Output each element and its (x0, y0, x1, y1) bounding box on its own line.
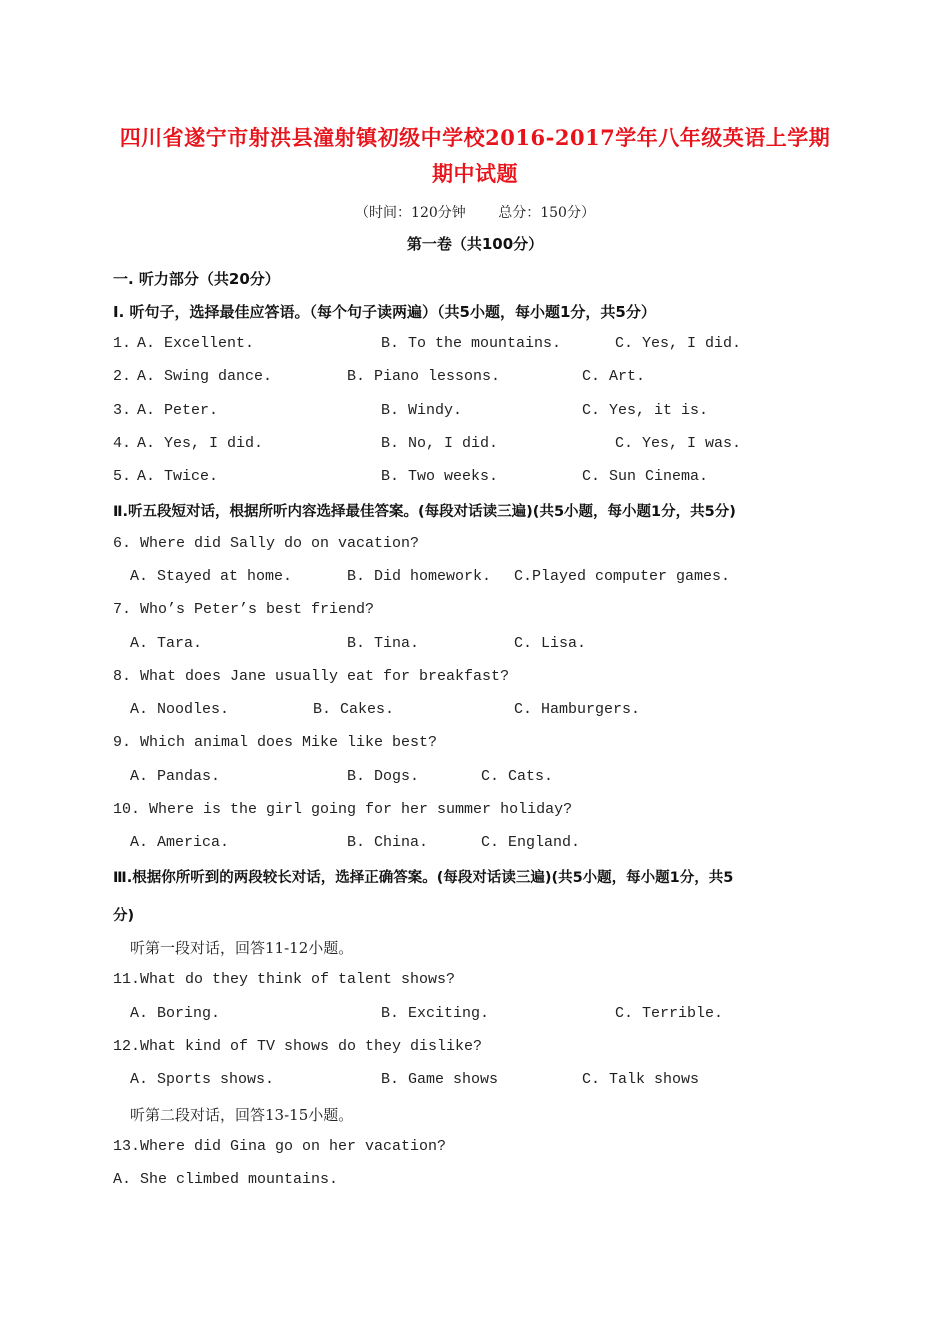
question-10: 10. Where is the girl going for her summer holiday? (113, 801, 573, 818)
option-b: B. Piano lessons. (347, 368, 501, 385)
question-11: 11.What do they think of talent shows? (113, 971, 456, 988)
dialog1-note: 听第一段对话，回答11-12小题。 (130, 939, 354, 957)
question-12: 12.What kind of TV shows do they dislike? (113, 1038, 483, 1055)
part1-heading: 一. 听力部分（共20分） (113, 270, 280, 288)
volume-heading: 第一卷（共100分） (406, 235, 544, 253)
dialog2-note: 听第二段对话，回答13-15小题。 (130, 1106, 354, 1124)
option-c: C. Talk shows (582, 1071, 700, 1088)
option-c: C. Cats. (481, 768, 554, 785)
question-13: 13.Where did Gina go on her vacation? (113, 1138, 447, 1155)
option-c: C. Art. (582, 368, 646, 385)
option-b: B. Dogs. (347, 768, 420, 785)
option-b: B. No, I did. (381, 435, 499, 452)
option-b: B. Tina. (347, 635, 420, 652)
option-c: C. Hamburgers. (514, 701, 641, 718)
option-b: B. Windy. (381, 402, 463, 419)
exam-time: （时间：120分钟 (355, 205, 466, 221)
option-a: A. America. (130, 834, 230, 851)
option-c: C. Sun Cinema. (582, 468, 709, 485)
question-number: 5. (113, 468, 132, 485)
option-c: C. Lisa. (514, 635, 587, 652)
option-b: B. Two weeks. (381, 468, 499, 485)
exam-title-line2: 期中试题 (432, 161, 518, 186)
section2-heading: Ⅱ.听五段短对话，根据所听内容选择最佳答案。(每段对话读三遍)(共5小题，每小题1分，共5分) (113, 504, 736, 520)
option-a: A. Twice. (137, 468, 219, 485)
option-b: B. Cakes. (313, 701, 395, 718)
option-a: A. Excellent. (137, 335, 255, 352)
exam-title-line1: 四川省遂宁市射洪县潼射镇初级中学校2016-2017学年八年级英语上学期 (119, 125, 831, 150)
option-a: A. Swing dance. (137, 368, 273, 385)
option-a: A. Pandas. (130, 768, 221, 785)
section1-heading: Ⅰ. 听句子，选择最佳应答语。（每个句子读两遍）（共5小题，每小题1分，共5分） (113, 303, 656, 321)
question-6: 6. Where did Sally do on vacation? (113, 535, 420, 552)
option-b: B. Did homework. (347, 568, 492, 585)
option-a: A. Noodles. (130, 701, 230, 718)
option-a: A. Sports shows. (130, 1071, 275, 1088)
question-number: 3. (113, 402, 132, 419)
option-c: C. Yes, it is. (582, 402, 709, 419)
option-a: A. She climbed mountains. (113, 1171, 339, 1188)
option-a: A. Boring. (130, 1005, 221, 1022)
option-c: C. Terrible. (615, 1005, 724, 1022)
question-number: 2. (113, 368, 132, 385)
option-a: A. Peter. (137, 402, 219, 419)
option-c: C. Yes, I did. (615, 335, 742, 352)
exam-total: 总分：150分） (498, 205, 595, 221)
question-number: 1. (113, 335, 132, 352)
exam-subtitle (0, 202, 950, 222)
section3-heading-line1: Ⅲ.根据你所听到的两段较长对话，选择正确答案。(每段对话读三遍)(共5小题，每小题1分，共5 (113, 870, 734, 886)
option-c: C. England. (481, 834, 581, 851)
question-8: 8. What does Jane usually eat for breakfast? (113, 668, 510, 685)
option-b: B. Game shows (381, 1071, 499, 1088)
option-b: B. China. (347, 834, 429, 851)
question-7: 7. Who’s Peter’s best friend? (113, 601, 375, 618)
question-9: 9. Which animal does Mike like best? (113, 734, 438, 751)
option-a: A. Tara. (130, 635, 203, 652)
option-b: B. To the mountains. (381, 335, 562, 352)
option-a: A. Yes, I did. (137, 435, 264, 452)
option-c: C. Yes, I was. (615, 435, 742, 452)
option-c: C.Played computer games. (514, 568, 731, 585)
question-number: 4. (113, 435, 132, 452)
option-b: B. Exciting. (381, 1005, 490, 1022)
option-a: A. Stayed at home. (130, 568, 293, 585)
section3-heading-line2: 分) (113, 908, 135, 924)
